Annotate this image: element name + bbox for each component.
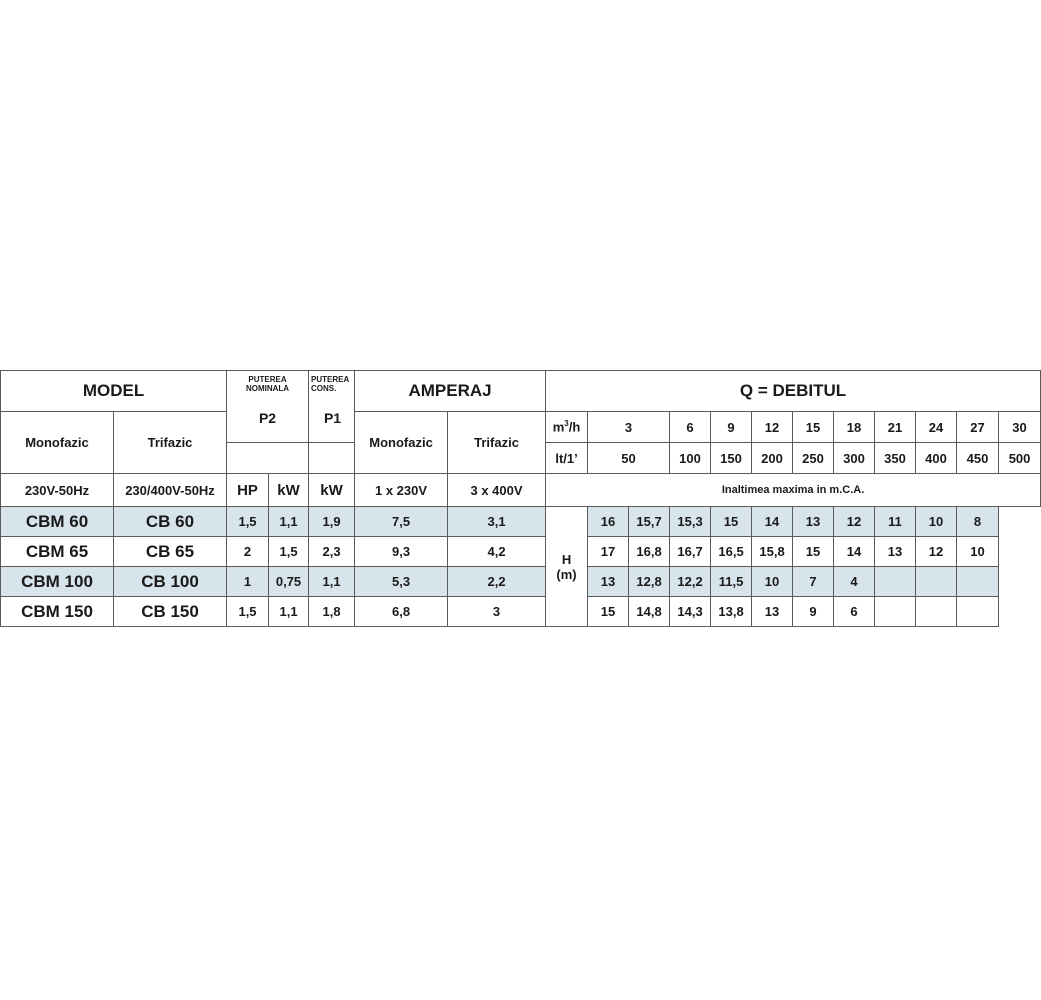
head-cell xyxy=(916,567,957,597)
head-cell: 16,5 xyxy=(711,537,752,567)
flow-lt-cell: 150 xyxy=(711,443,752,474)
power-kw-p1: 1,9 xyxy=(309,507,355,537)
flow-m3h-cell: 9 xyxy=(711,412,752,443)
head-cell: 11 xyxy=(875,507,916,537)
puterea-nominala-header: PUTEREA NOMINALA P2 xyxy=(227,371,309,443)
head-cell: 13 xyxy=(875,537,916,567)
amperaj-monofazic-header: Monofazic xyxy=(355,412,448,474)
model-monofazic: CBM 60 xyxy=(1,507,114,537)
power-hp: 1 xyxy=(227,567,269,597)
height-note: Inaltimea maxima in m.C.A. xyxy=(546,474,1041,507)
amperage-monofazic: 5,3 xyxy=(355,567,448,597)
flow-lt-cell: 100 xyxy=(670,443,711,474)
power-kw-p2: 1,1 xyxy=(269,597,309,627)
model-trifazic: CB 65 xyxy=(114,537,227,567)
model-monofazic: CBM 100 xyxy=(1,567,114,597)
flow-lt-cell: 500 xyxy=(999,443,1041,474)
head-cell: 13 xyxy=(752,597,793,627)
flow-lt-cell: 250 xyxy=(793,443,834,474)
model-trifazic: CB 60 xyxy=(114,507,227,537)
kw-unit-p2: kW xyxy=(269,474,309,507)
debit-header: Q = DEBITUL xyxy=(546,371,1041,412)
amperage-monofazic: 7,5 xyxy=(355,507,448,537)
amperage-monofazic: 9,3 xyxy=(355,537,448,567)
head-cell: 14,8 xyxy=(629,597,670,627)
head-cell: 6 xyxy=(834,597,875,627)
amperaj-header: AMPERAJ xyxy=(355,371,546,412)
trifazic-header: Trifazic xyxy=(114,412,227,474)
power-kw-p1: 1,8 xyxy=(309,597,355,627)
flow-m3h-cell: 21 xyxy=(875,412,916,443)
head-cell: 17 xyxy=(588,537,629,567)
model-trifazic: CB 150 xyxy=(114,597,227,627)
voltage-trifazic: 230/400V-50Hz xyxy=(114,474,227,507)
puterea-cons-header: PUTEREA CONS. P1 xyxy=(309,371,355,443)
model-monofazic: CBM 65 xyxy=(1,537,114,567)
flow-m3h-cell: 6 xyxy=(670,412,711,443)
flow-m3h-cell: 3 xyxy=(588,412,670,443)
flow-m3h-cell: 27 xyxy=(957,412,999,443)
power-kw-p2: 1,5 xyxy=(269,537,309,567)
pump-spec-table xyxy=(0,370,1041,627)
voltage-monofazic: 230V-50Hz xyxy=(1,474,114,507)
head-cell xyxy=(957,597,999,627)
amperage-trifazic: 3,1 xyxy=(448,507,546,537)
amperaj-trifazic-voltage: 3 x 400V xyxy=(448,474,546,507)
power-kw-p1: 1,1 xyxy=(309,567,355,597)
amperage-trifazic: 3 xyxy=(448,597,546,627)
head-cell: 12 xyxy=(916,537,957,567)
flow-lt-cell: 450 xyxy=(957,443,999,474)
head-cell: 14,3 xyxy=(670,597,711,627)
flow-lt-cell: 200 xyxy=(752,443,793,474)
flow-m3h-cell: 12 xyxy=(752,412,793,443)
head-cell: 4 xyxy=(834,567,875,597)
head-cell: 7 xyxy=(793,567,834,597)
amperage-trifazic: 4,2 xyxy=(448,537,546,567)
monofazic-header: Monofazic xyxy=(1,412,114,474)
table-row xyxy=(1,507,1041,537)
p1-label: P1 xyxy=(323,410,342,426)
head-cell: 16 xyxy=(588,507,629,537)
amperage-monofazic: 6,8 xyxy=(355,597,448,627)
amperage-trifazic: 2,2 xyxy=(448,567,546,597)
hp-unit: HP xyxy=(227,474,269,507)
power-hp: 1,5 xyxy=(227,507,269,537)
flow-m3h-cell: 30 xyxy=(999,412,1041,443)
head-cell: 15 xyxy=(711,507,752,537)
power-kw-p1: 2,3 xyxy=(309,537,355,567)
head-cell: 13,8 xyxy=(711,597,752,627)
h-label: H (m) xyxy=(546,507,588,627)
head-cell: 14 xyxy=(752,507,793,537)
power-kw-p2: 1,1 xyxy=(269,507,309,537)
head-cell: 13 xyxy=(793,507,834,537)
flow-lt-cell: 400 xyxy=(916,443,957,474)
head-cell xyxy=(875,597,916,627)
head-cell: 10 xyxy=(916,507,957,537)
head-cell: 11,5 xyxy=(711,567,752,597)
flow-m3h-cell: 24 xyxy=(916,412,957,443)
head-cell: 12 xyxy=(834,507,875,537)
head-cell: 15,8 xyxy=(752,537,793,567)
power-kw-p2: 0,75 xyxy=(269,567,309,597)
kw-unit-p1: kW xyxy=(309,474,355,507)
head-cell: 15,7 xyxy=(629,507,670,537)
amperaj-monofazic-voltage: 1 x 230V xyxy=(355,474,448,507)
head-cell: 15,3 xyxy=(670,507,711,537)
flow-lt-cell: 300 xyxy=(834,443,875,474)
model-header: MODEL xyxy=(1,371,227,412)
head-cell xyxy=(957,567,999,597)
head-cell: 12,8 xyxy=(629,567,670,597)
table-row xyxy=(1,537,1041,567)
table-row xyxy=(1,597,1041,627)
head-cell xyxy=(916,597,957,627)
head-cell: 8 xyxy=(957,507,999,537)
model-trifazic: CB 100 xyxy=(114,567,227,597)
head-cell: 10 xyxy=(752,567,793,597)
power-hp: 1,5 xyxy=(227,597,269,627)
lt-unit: lt/1’ xyxy=(546,443,588,474)
flow-m3h-cell: 15 xyxy=(793,412,834,443)
head-cell: 16,8 xyxy=(629,537,670,567)
m3h-unit: $m^3/h$ xyxy=(546,412,588,443)
head-cell: 12,2 xyxy=(670,567,711,597)
head-cell: 15 xyxy=(588,597,629,627)
head-cell: 16,7 xyxy=(670,537,711,567)
model-monofazic: CBM 150 xyxy=(1,597,114,627)
p2-label: P2 xyxy=(258,410,277,426)
head-cell: 15 xyxy=(793,537,834,567)
head-cell: 9 xyxy=(793,597,834,627)
amperaj-trifazic-header: Trifazic xyxy=(448,412,546,474)
head-cell: 10 xyxy=(957,537,999,567)
head-cell xyxy=(875,567,916,597)
power-hp: 2 xyxy=(227,537,269,567)
flow-lt-cell: 350 xyxy=(875,443,916,474)
head-cell: 14 xyxy=(834,537,875,567)
head-cell: 13 xyxy=(588,567,629,597)
flow-lt-cell: 50 xyxy=(588,443,670,474)
table-row xyxy=(1,567,1041,597)
flow-m3h-cell: 18 xyxy=(834,412,875,443)
